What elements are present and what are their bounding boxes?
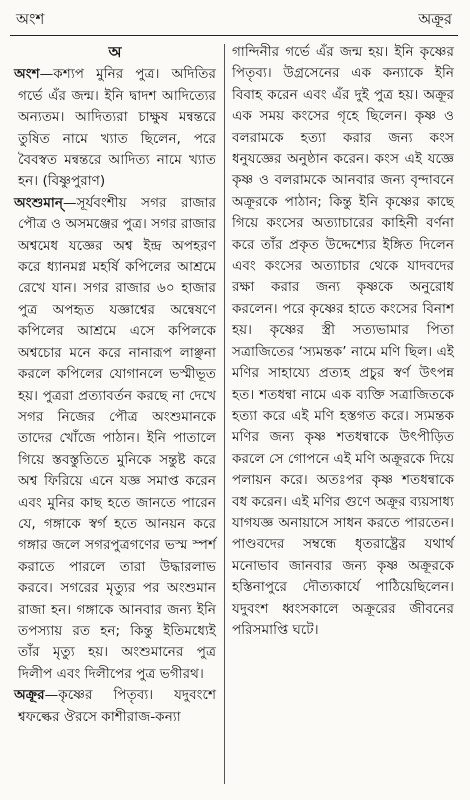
running-header bbox=[16, 8, 452, 32]
entry-headword: অংশ bbox=[14, 66, 40, 83]
right-column bbox=[232, 42, 454, 641]
section-letter: অ bbox=[108, 43, 122, 61]
entry-text: —সূর্যবংশীয় সগর রাজার পৌত্র ও অসমঞ্জের পুত্র। সগর রাজার অশ্বমেধ যজ্ঞের অশ্ব ইন্দ্র অপহরণ করে ধ্যানমগ্ন মহর্ষি কপিলের আশ্রমে রেখে যান। সগর রাজার ৬০ হাজার পুত্র অপহৃত যজ্ঞাশ্বের অন্বেষণে কপিলের আশ্রমে এসে কপিলকে অশ্বচোর মনে করে নানারূপ লাঞ্ছনা করলে কপিলের যোগানলে ভস্মীভূত হয়। পুত্ররা প্রত্যাবর্তন করছে না দেখে সগর নিজের পৌত্র অংশুমানকে তাদের খোঁজে পাঠান। ইনি পাতালে গিয়ে স্তবস্তুতিতে মুনিকে সন্তুষ্ট করে অশ্ব ফিরিয়ে এনে যজ্ঞ সমাপ্ত করেন এবং মুনির কাছ হতে জানতে পারেন যে, গঙ্গাকে স্বর্গ হতে আনয়ন করে গঙ্গার জলে সগরপুত্রগণের ভস্ম স্পর্শ করাতে পারলে তারা উদ্ধারলাভ করবে। সগরের মৃত্যুর পর অংশুমান রাজা হন। গঙ্গাকে আনবার জন্য ইনি তপস্যায় রত হন; কিন্তু ইতিমধ্যেই তাঁর মৃত্যু হয়। অংশুমানের পুত্র দিলীপ এবং দিলীপের পুত্র ভগীরথ। bbox=[18, 194, 216, 682]
header-left-word: অংশ bbox=[16, 9, 45, 28]
entry-headword: অংশুমান্ bbox=[14, 194, 63, 211]
entry-akrur bbox=[14, 685, 216, 728]
entry-headword: অক্রূর bbox=[14, 687, 45, 704]
header-rule bbox=[10, 35, 458, 36]
column-divider bbox=[224, 44, 225, 784]
entry-text: —কশ্যপ মুনির পুত্র। অদিতির গর্ভে এঁর জন্ম। ইনি দ্বাদশ আদিত্যের অন্যতম। আদিত্যরা চাক্ষুষ মন্বন্তরে তুষিত নামে খ্যাত ছিলেন, পরে বৈবস্বত মন্বন্তরে আদিত্য নামে খ্যাত হন। (বিষ্ণুপুরাণ) bbox=[18, 66, 216, 190]
left-column bbox=[14, 42, 216, 728]
entry-text: —কৃষ্ণের পিতৃব্য। যদুবংশে শ্বফল্কের ঔরসে কাশীরাজ-কন্যা bbox=[18, 687, 216, 725]
entry-ansha bbox=[14, 64, 216, 192]
entry-akrur-continuation: গান্দিনীর গর্ভে এঁর জন্ম হয়। ইনি কৃষ্ণের পিতৃব্য। উগ্রসেনের এক কন্যাকে ইনি বিবাহ করেন এবং এঁর দুই পুত্র হয়। অক্রূর এক সময় কংসের গৃহে ছিলেন। কৃষ্ণ ও বলরামকে হত্যা করার জন্য কংস ধনুযজ্ঞের অনুষ্ঠান করেন। কংস এই যজ্ঞে কৃষ্ণ ও বলরামকে আনবার জন্য বৃন্দাবনে অক্রূরকে পাঠান; কিন্তু ইনি কৃষ্ণের কাছে গিয়ে কংসের অত্যাচারের কাহিনী বর্ণনা করে তাঁর প্রকৃত উদ্দেশ্যের ইঙ্গিত দিলেন এবং কংসের অত্যাচার থেকে যাদবদের রক্ষা করার জন্য কৃষ্ণকে অনুরোধ করলেন। পরে কৃষ্ণের হাতে কংসের বিনাশ হয়। কৃষ্ণের স্ত্রী সত্যভামার পিতা সত্রাজিতের ‘স্যমন্তক’ নামে মণি ছিল। এই মণির সাহায্যে প্রত্যহ প্রচুর স্বর্ণ উৎপন্ন হত। শতধন্বা নামে এক ব্যক্তি সত্রাজিতকে হত্যা করে এই মণি হস্তগত করে। স্যমন্তক মণির জন্য কৃষ্ণ শতধন্বাকে উৎপীড়িত করলে সে গোপনে এই মণি অক্রূরকে দিয়ে পলায়ন করে। অতঃপর কৃষ্ণ শতধন্বাকে বধ করেন। এই মণির গুণে অক্রূর ব্যয়সাধ্য যাগযজ্ঞ অনায়াসে সাধন করতে পারতেন। পাণ্ডবদের সম্বন্ধে ধৃতরাষ্ট্রের যথার্থ মনোভাব জানবার জন্য কৃষ্ণ অক্রূরকে হস্তিনাপুরে দৌত্যকার্যে পাঠিয়েছিলেন। যদুবংশ ধ্বংসকালে অক্রূরের জীবনের পরিসমাপ্তি ঘটে। bbox=[232, 44, 454, 638]
entry-anshuman bbox=[14, 193, 216, 685]
header-right-word: অক্রূর bbox=[418, 9, 452, 28]
